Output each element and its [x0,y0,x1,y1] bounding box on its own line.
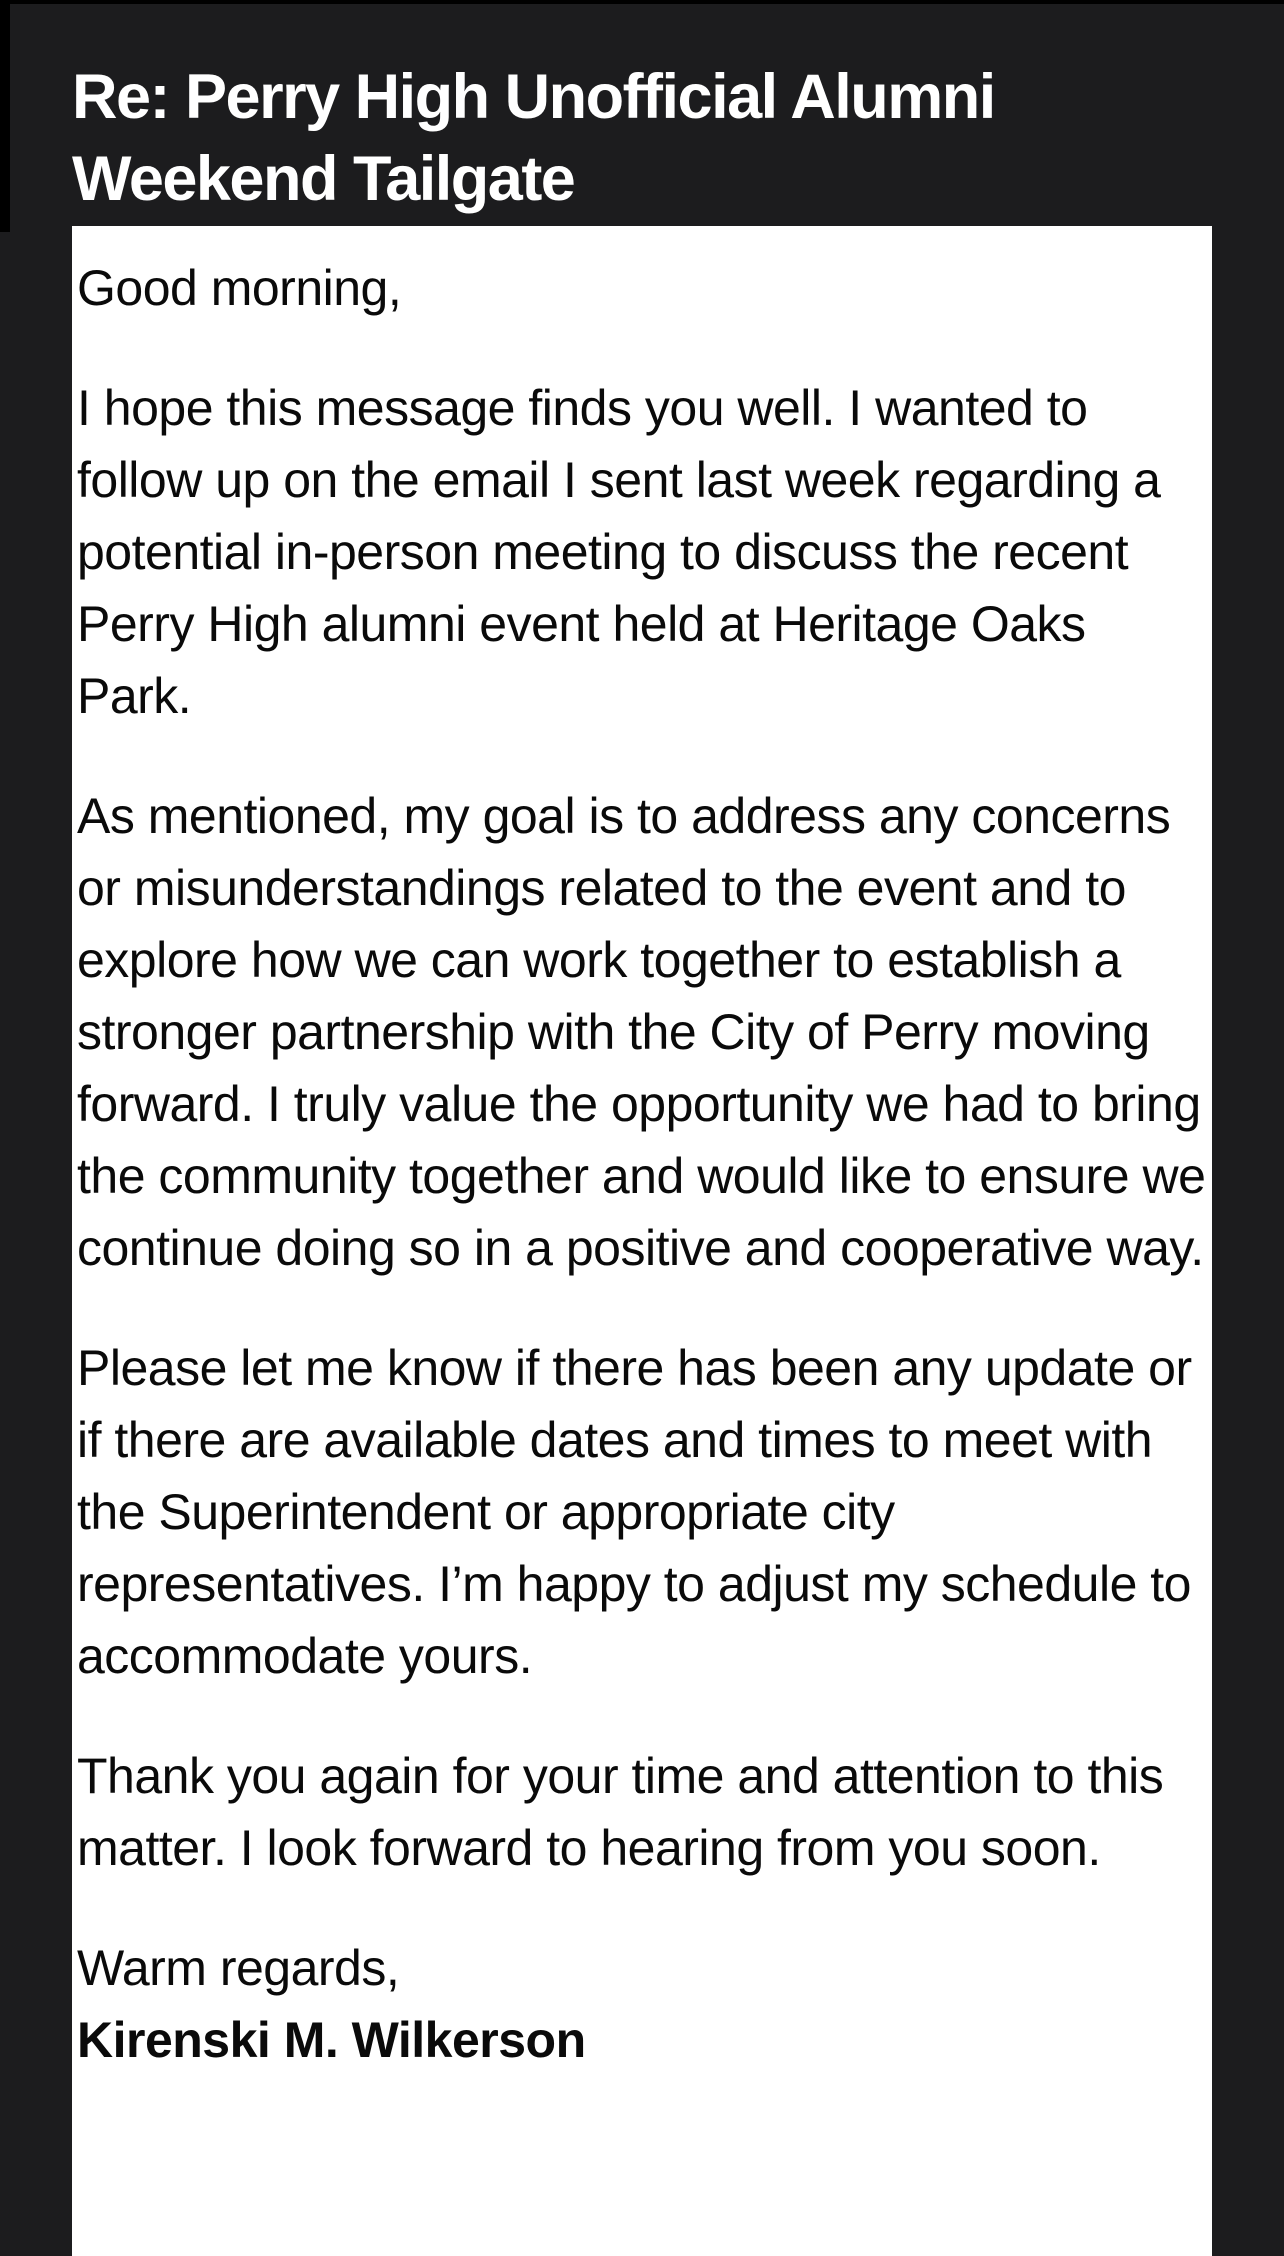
top-edge-strip [0,0,1284,4]
body-paragraph: Thank you again for your time and attention to this matter. I look forward to hearing from you soon. [77,1748,1164,1876]
signature-name: Kirenski M. Wilkerson [77,2012,586,2068]
body-paragraph: As mentioned, my goal is to address any concerns or misunderstandings related to the event and to explore how we can work together to establish a stronger partnership with the City of Perry moving forward. I truly value the opportunity we had to bring the community together and would like to ensure we continue doing so in a positive and cooperative way. [77,788,1206,1276]
greeting-line: Good morning, [77,260,402,316]
top-left-edge-strip [0,0,10,232]
body-paragraph: I hope this message finds you well. I wanted to follow up on the email I sent last week regarding a potential in-person meeting to discuss the recent Perry High alumni event held at Heritage Oaks Park. [77,380,1161,724]
email-body-card [72,226,1212,2256]
email-subject-title: Re: Perry High Unofficial Alumni Weekend Tailgate [72,62,995,215]
body-paragraph: Please let me know if there has been any update or if there are available dates and times to meet with the Superintendent or appropriate city representatives. I’m happy to adjust my schedule to accommodate yours. [77,1340,1192,1684]
signature-block [77,1932,1207,2076]
closing-line: Warm regards, [77,1940,400,1996]
